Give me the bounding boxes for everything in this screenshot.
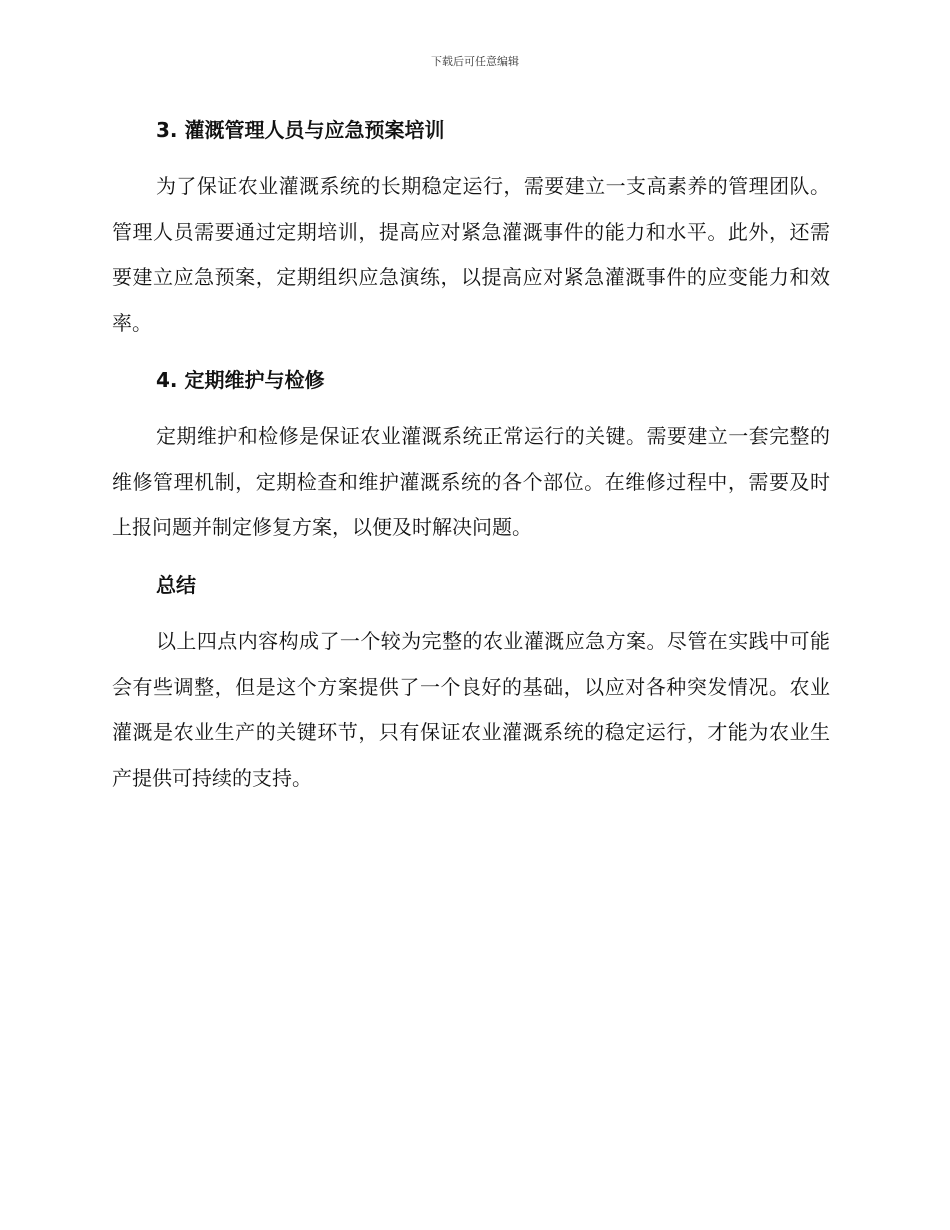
page-header: 下载后可任意编辑 bbox=[431, 55, 519, 68]
section-heading-maintenance: 4. 定期维护与检修 bbox=[156, 368, 325, 392]
section-paragraph-maintenance: 定期维护和检修是保证农业灌溉系统正常运行的关键。需要建立一套完整的维修管理机制，定期检查和维护灌溉系统的各个部位。在维修过程中，需要及时上报问题并制定修复方案，以便及时解决问题。 bbox=[112, 424, 830, 539]
section-paragraph-summary: 以上四点内容构成了一个较为完整的农业灌溉应急方案。尽管在实践中可能会有些调整，但是这个方案提供了一个良好的基础，以应对各种突发情况。农业灌溉是农业生产的关键环节，只有保证农业灌溉系统的稳定运行，才能为农业生产提供可持续的支持。 bbox=[112, 629, 830, 790]
section-heading-irrigation-training: 3. 灌溉管理人员与应急预案培训 bbox=[156, 118, 445, 142]
section-heading-summary: 总结 bbox=[156, 573, 196, 597]
section-paragraph-irrigation-training: 为了保证农业灌溉系统的长期稳定运行，需要建立一支高素养的管理团队。管理人员需要通过定期培训，提高应对紧急灌溉事件的能力和水平。此外，还需要建立应急预案，定期组织应急演练，以提高应对紧急灌溉事件的应变能力和效率。 bbox=[112, 174, 830, 335]
